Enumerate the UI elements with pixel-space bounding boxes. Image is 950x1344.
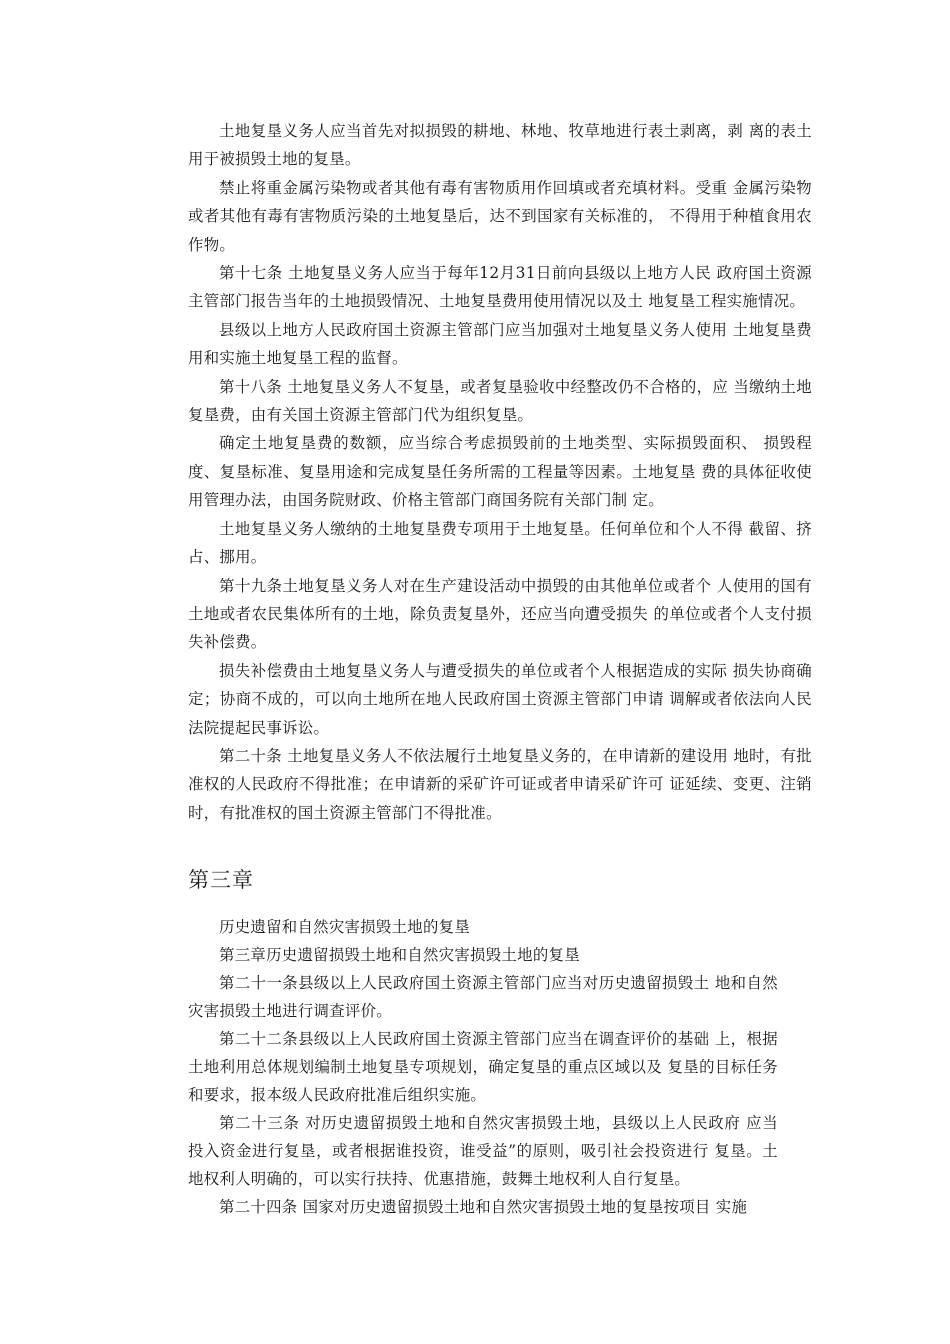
- chapter-body: [188, 913, 778, 1221]
- paragraph-fee-usage: 土地复垦义务人缴纳的土地复垦费专项用于土地复垦。任何单位和个人不得 截留、挤占、挪用。: [188, 519, 812, 567]
- paragraph-article-22: 第二十二条县级以上人民政府国土资源主管部门应当在调查评价的基础 上，根据土地利用总体规划编制土地复垦专项规划，确定复垦的重点区域以及 复垦的目标任务和要求，报本级人民政府批准后组织实施。: [188, 1030, 778, 1104]
- paragraph-supervision: 县级以上地方人民政府国土资源主管部门应当加强对土地复垦义务人使用 土地复垦费用和实施土地复垦工程的监督。: [188, 320, 812, 368]
- paragraph-article-24: 第二十四条 国家对历史遗留损毁土地和自然灾害损毁土地的复垦按项目 实施: [219, 1198, 748, 1216]
- paragraph-topsoil-stripping: 土地复垦义务人应当首先对拟损毁的耕地、林地、牧草地进行表土剥离，剥 离的表土用于被损毁土地的复垦。: [188, 122, 812, 169]
- paragraph-article-21: 第二十一条县级以上人民政府国土资源主管部门应当对历史遗留损毁土 地和自然灾害损毁土地进行调查评价。: [188, 974, 778, 1020]
- paragraph-heavy-metal-ban: 禁止将重金属污染物或者其他有毒有害物质用作回填或者充填材料。受重 金属污染物或者其他有毒有害物质污染的土地复垦后，达不到国家有关标准的， 不得用于种植食用农作物。: [188, 178, 812, 254]
- paragraph-article-23: 第二十三条 对历史遗留损毁土地和自然灾害损毁土地，县级以上人民政府 应当投入资金进行复垦，或者根据谁投资，谁受益”的原则，吸引社会投资进行 复垦。土地权利人明确的，可以实行扶持、优惠措施，鼓舞土地权利人自行复垦。: [188, 1114, 778, 1188]
- chapter-heading: 第三章: [188, 868, 254, 892]
- chapter-subtitle: 历史遗留和自然灾害损毁土地的复垦: [219, 918, 471, 936]
- paragraph-fee-amount: 确定土地复垦费的数额，应当综合考虑损毁前的土地类型、实际损毁面积、 损毁程度、复垦标准、复垦用途和完成复垦任务所需的工程量等因素。土地复垦 费的具体征收使用管理办法，由国务院财政、价格主管部门商国务院有关部门制 定。: [188, 434, 812, 510]
- chapter-full-title: 第三章历史遗留损毁土地和自然灾害损毁土地的复垦: [219, 946, 580, 964]
- paragraph-article-20: 第二十条 土地复垦义务人不依法履行土地复垦义务的，在申请新的建设用 地时，有批准权的人民政府不得批准；在申请新的采矿许可证或者申请采矿许可 证延续、变更、注销时，有批准权的国土资源主管部门不得批准。: [188, 746, 812, 822]
- paragraph-article-19: 第十九条土地复垦义务人对在生产建设活动中损毁的由其他单位或者个 人使用的国有土地或者农民集体所有的土地，除负责复垦外，还应当向遭受损失 的单位或者个人支付损失补偿费。: [188, 576, 812, 652]
- paragraph-article-17: 第十七条 土地复垦义务人应当于每年12月31日前向县级以上地方人民 政府国土资源主管部门报告当年的土地损毁情况、土地复垦费用使用情况以及土 地复垦工程实施情况。: [188, 264, 812, 311]
- paragraph-compensation: 损失补偿费由土地复垦义务人与遭受损失的单位或者个人根据造成的实际 损失协商确定；协商不成的，可以向土地所在地人民政府国土资源主管部门申请 调解或者依法向人民法院提起民事诉讼。: [188, 661, 812, 737]
- regulation-body: [188, 117, 812, 827]
- paragraph-article-18: 第十八条 土地复垦义务人不复垦，或者复垦验收中经整改仍不合格的，应 当缴纳土地复垦费，由有关国土资源主管部门代为组织复垦。: [188, 377, 812, 425]
